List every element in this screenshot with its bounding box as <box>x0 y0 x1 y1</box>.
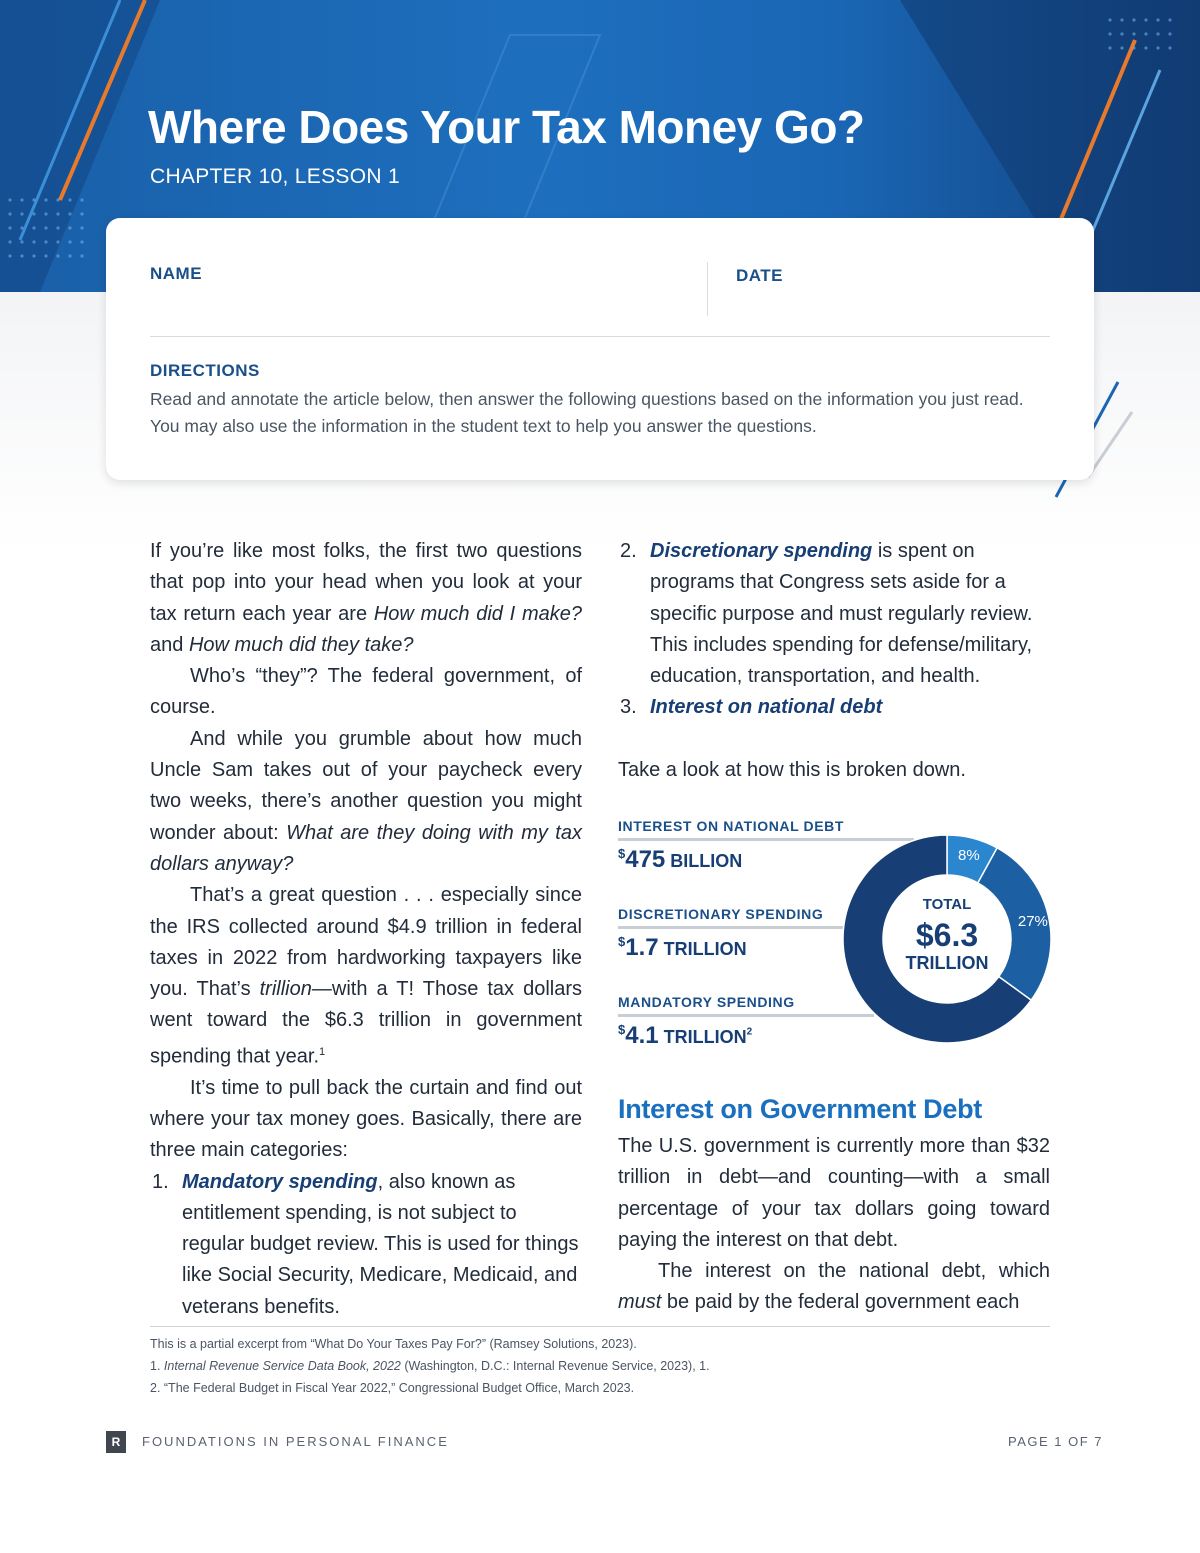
footnote-divider <box>150 1326 1050 1327</box>
article-paragraph: That’s a great question . . . especially since the IRS collected around $4.9 trillion in federal taxes in 2022 from hardworking taxpayers like you. That’s trillion—with a T! Those tax dollars went toward the $6.3 trillion in government spending that year.$^1$ <box>150 884 582 1068</box>
article-paragraph: And while you grumble about how much Uncle Sam takes out of your paycheck every two weeks, there’s another question you might wonder about: What are they doing with my tax dollars anyway? <box>150 727 582 875</box>
chart-amount-mandatory: $4.1 TRILLION$^2$ <box>618 1022 753 1049</box>
chart-intro: Take a look at how this is broken down. <box>618 758 966 781</box>
article-right-column <box>618 536 1050 786</box>
article-paragraph: Who’s “they”? The federal government, of course. <box>150 665 582 719</box>
course-name: FOUNDATIONS IN PERSONAL FINANCE <box>142 1434 449 1449</box>
directions-text: Read and annotate the article below, then answer the following questions based on the information you just read. You may also use the information in the student text to help you answer the questions. <box>150 389 1024 436</box>
donut-center-label: TOTAL <box>922 896 972 913</box>
article-left-column <box>150 536 582 1323</box>
spending-categories-list-cont <box>618 536 1050 724</box>
slice-percent-label: 27% <box>1017 912 1048 930</box>
chart-leader-line <box>618 926 844 929</box>
chart-label-discretionary: DISCRETIONARY SPENDING <box>618 906 824 922</box>
page-number: PAGE 1 OF 7 <box>1008 1434 1104 1449</box>
name-label: NAME <box>150 264 203 283</box>
spending-categories-list <box>150 1167 582 1323</box>
source-note: This is a partial excerpt from “What Do Your Taxes Pay For?” (Ramsey Solutions, 2023). <box>150 1337 637 1351</box>
section-heading: Interest on Government Debt <box>618 1094 982 1124</box>
worksheet-card <box>106 218 1094 480</box>
chart-label-interest: INTEREST ON NATIONAL DEBT <box>618 818 845 834</box>
list-item: 3. Interest on national debt <box>620 696 883 719</box>
date-label: DATE <box>736 266 784 285</box>
donut-center-value: $6.3 <box>915 917 979 953</box>
slice-percent-label: 65% <box>821 981 852 999</box>
chart-amount-interest: $475 BILLION <box>618 846 743 873</box>
slice-percent-label: 8% <box>958 846 980 864</box>
card-divider <box>150 336 1050 337</box>
footnote-2: 2. “The Federal Budget in Fiscal Year 2022,” Congressional Budget Office, March 2023. <box>150 1381 635 1395</box>
list-item: 1. Mandatory spending, also known as entitlement spending, is not subject to regular budget review. This is used for things like Social Security, Medicare, Medicaid, and veterans benefits. <box>152 1170 579 1318</box>
section-body <box>618 1131 1050 1319</box>
chart-leader-line <box>618 1014 874 1017</box>
footnote-1: 1. Internal Revenue Service Data Book, 2022 (Washington, D.C.: Internal Revenue Service, 2023), 1. <box>150 1359 710 1373</box>
donut-center-unit: TRILLION <box>905 953 989 973</box>
article-paragraph: If you’re like most folks, the first two questions that pop into your head when you look at your tax return each year are How much did I make? and How much did they take? <box>150 540 582 656</box>
field-divider <box>707 262 708 316</box>
article-paragraph: The U.S. government is currently more than $32 trillion in debt—and counting—with a small percentage of your tax dollars going toward paying the interest on that debt. <box>618 1135 1050 1251</box>
chart-amount-discretionary: $1.7 TRILLION <box>618 934 747 961</box>
list-item: 2. Discretionary spending is spent on programs that Congress sets aside for a specific purpose and must regularly review. This includes spending for defense/military, education, transportation, and health. <box>620 540 1033 688</box>
article-paragraph: The interest on the national debt, which must be paid by the federal government each <box>618 1260 1050 1314</box>
page-title: Where Does Your Tax Money Go? <box>148 101 865 153</box>
directions-label: DIRECTIONS <box>150 361 260 380</box>
chart-label-mandatory: MANDATORY SPENDING <box>618 994 795 1010</box>
spending-donut-chart <box>821 832 1054 1046</box>
chapter-lesson: CHAPTER 10, LESSON 1 <box>150 165 400 188</box>
article-paragraph: It’s time to pull back the curtain and find out where your tax money goes. Basically, there are three main categories: <box>150 1076 582 1162</box>
ramsey-logo: R <box>106 1431 126 1453</box>
